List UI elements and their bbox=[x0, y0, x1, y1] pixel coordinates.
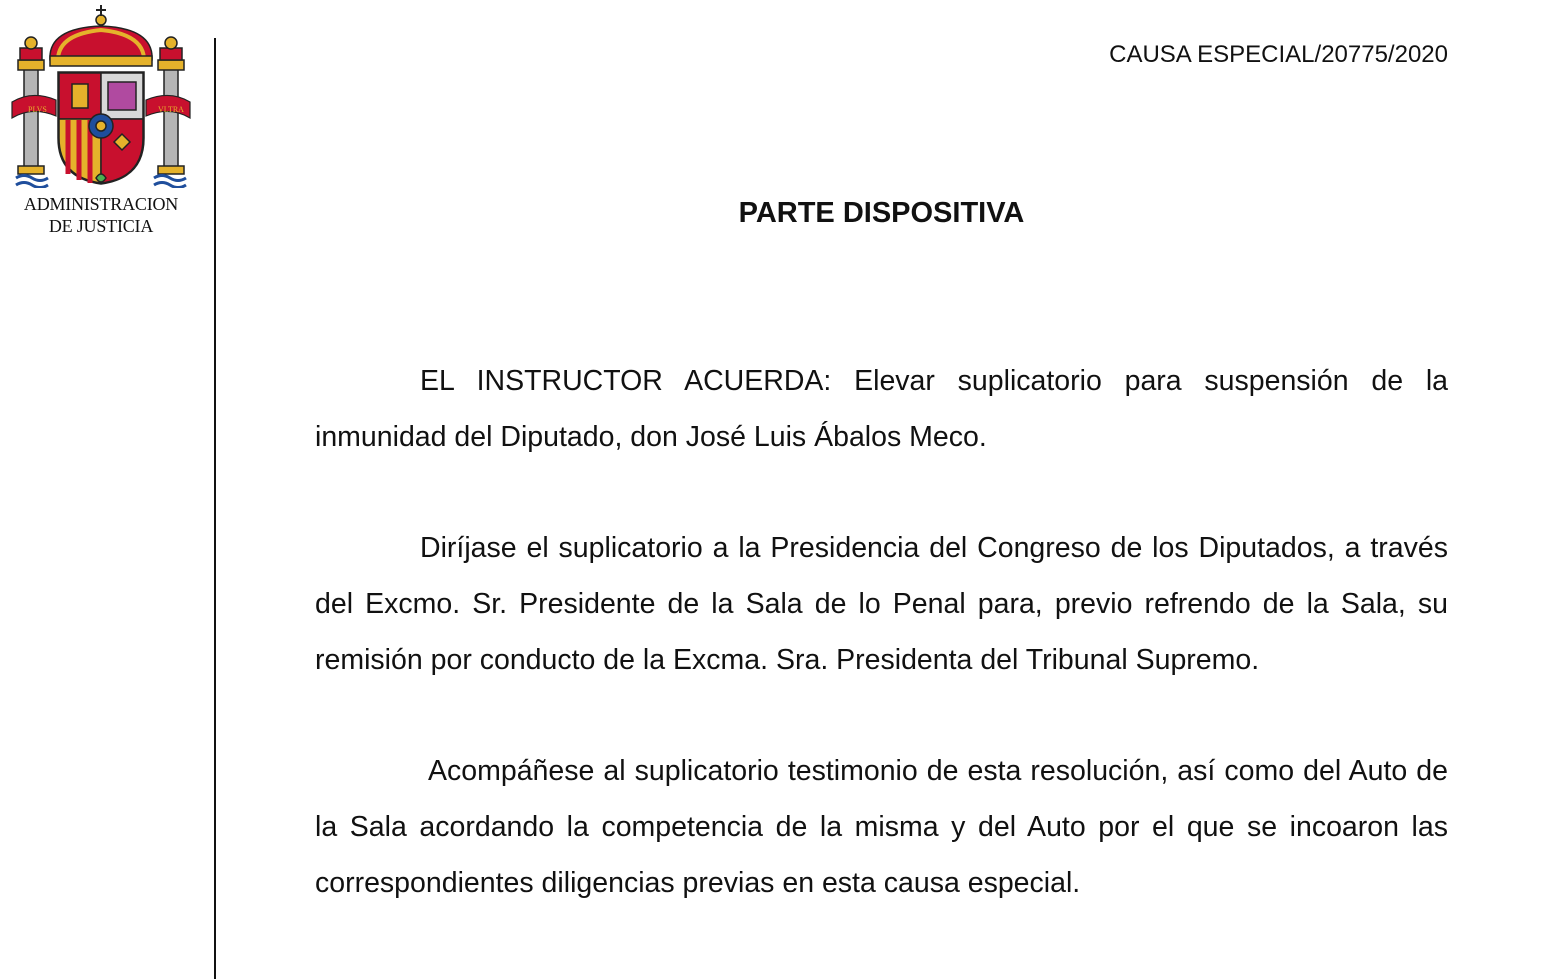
coat-of-arms-icon bbox=[10, 2, 192, 188]
org-name-line-1: ADMINISTRACION bbox=[23, 194, 179, 214]
document-body bbox=[315, 353, 1448, 911]
crown bbox=[50, 5, 152, 66]
paragraph-3: Acompáñese al suplicatorio testimonio de esta resolución, así como del Auto de la Sala acordando la competencia de la misma y del Auto por el que se incoaron las correspondientes diligencias previas en esta causa especial. bbox=[315, 755, 1448, 899]
margin-rule bbox=[214, 38, 216, 979]
case-reference: CAUSA ESPECIAL/20775/2020 bbox=[1109, 41, 1448, 68]
section-title: PARTE DISPOSITIVA bbox=[738, 197, 1025, 229]
motto-right: VLTRA bbox=[158, 105, 184, 114]
shield bbox=[58, 72, 144, 184]
issuing-authority-name bbox=[0, 193, 202, 237]
paragraph-2: Diríjase el suplicatorio a la Presidencia del Congreso de los Diputados, a través del Excmo. Sr. Presidente de la Sala de lo Penal para, previo refrendo de la Sala, su remisión por conducto de la Excma. Sra. Presidenta del Tribunal Supremo. bbox=[315, 532, 1448, 676]
paragraph-1: EL INSTRUCTOR ACUERDA: Elevar suplicatorio para suspensión de la inmunidad del Diputado, don José Luis Ábalos Meco. bbox=[315, 365, 1448, 453]
org-name-line-2: DE JUSTICIA bbox=[48, 216, 154, 236]
motto-left: PLVS bbox=[28, 105, 47, 114]
